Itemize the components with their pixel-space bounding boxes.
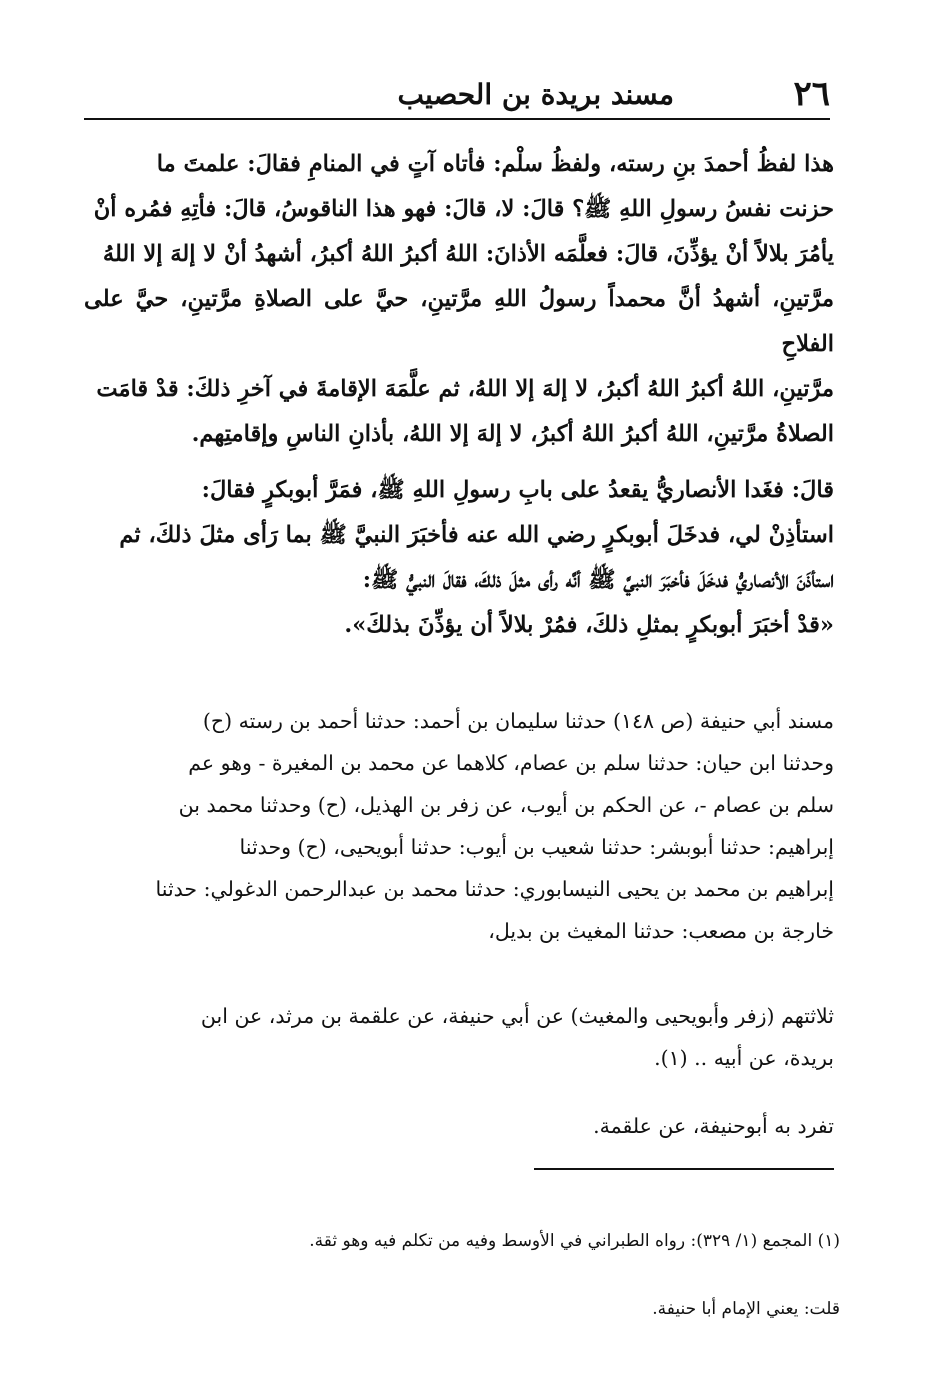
hadith-text-paragraph: هذا لفظُ أحمدَ بنِ رسته، ولفظُ سلْم: فأتاه آتٍ في المنامِ فقالَ: علمتَ ما حزنت نفسُ رسولِ اللهِ ﷺ؟ قالَ: لا، قالَ: فهو هذا الناقوسُ، قالَ: فأتِهِ فمُره أنْ يأمُرَ بلالاً أنْ يؤذِّنَ، قالَ: فعلَّمَه الأذانَ: اللهُ أكبرُ اللهُ أكبرُ، أشهدُ أنْ لا إلهَ إلا اللهُ مرَّتينِ، أشهدُ أنَّ محمداً رسولُ اللهِ مرَّتينِ، حيَّ على الصلاةِ مرَّتينِ، حيَّ على الفلاحِ مرَّتينِ، اللهُ أكبرُ اللهُ أكبرُ، لا إلهَ إلا اللهُ، ثم علَّمَهَ الإقامةَ في آخرِ ذلكَ: قدْ قامَت الصلاةُ مرَّتينِ، اللهُ أكبرُ اللهُ أكبرُ، لا إلهَ إلا اللهُ، بأذانِ الناسِ وإقامتِهم.	[84, 151, 834, 447]
remark-paragraph: تفرد به أبوحنيفة، عن علقمة.	[593, 1114, 834, 1138]
isnad-paragraph: مسند أبي حنيفة (ص ١٤٨) حدثنا سليمان بن أحمد: حدثنا أحمد بن رسته (ح) وحدثنا ابن حيان: حدثنا سلم بن عصام، كلاهما عن محمد بن المغيرة - وهو عم سلم بن عصام -، عن الحكم بن أيوب، عن زفر بن الهذيل، (ح) وحدثنا محمد بن إبراهيم: حدثنا أبوبشر: حدثنا شعيب بن أيوب: حدثنا أبويحيى، (ح) وحدثنا إبراهيم بن محمد بن يحيى النيسابوري: حدثنا محمد بن عبدالرحمن الدغولي: حدثنا خارجة بن مصعب: حدثنا المغيث بن بديل،	[155, 709, 834, 943]
page-number: ٢٦	[793, 74, 830, 114]
footnote-1: (١) المجمع (١/ ٣٢٩): رواه الطبراني في الأوسط وفيه من تكلم فيه وهو ثقة.	[309, 1231, 840, 1251]
running-header	[84, 72, 830, 122]
hadith-continuation-paragraph: قالَ: فغَدا الأنصاريُّ يقعدُ على بابِ رسولِ اللهِ ﷺ، فمَرَّ أبوبكرٍ فقالَ: استأذِنْ لي، فدخَلَ أبوبكرٍ رضي الله عنه فأخبَرَ النبيَّ ﷺ بما رَأى مثلَ ذلكَ، ثم استأذَنَ الأنصاريُّ فدخَلَ فأخبَرَ النبيَّ ﷺ أنَّه رأى مثلَ ذلكَ، فقالَ النبيُّ ﷺ: «قدْ أخبَرَ أبوبكرٍ بمثلِ ذلكَ، فمُرْ بلالاً أن يؤذِّنَ بذلكَ».	[119, 477, 834, 638]
header-rule	[84, 118, 830, 120]
footnotes	[150, 1190, 840, 1360]
chain-summary-paragraph: ثلاثتهم (زفر وأبويحيى والمغيث) عن أبي حنيفة، عن علقمة بن مرثد، عن ابن بريدة، عن أبيه .. (١).	[200, 1004, 834, 1070]
footnote-note: قلت: يعني الإمام أبا حنيفة.	[652, 1299, 840, 1319]
footnote-rule	[534, 1168, 834, 1170]
running-title: مسند بريدة بن الحصيب	[397, 78, 674, 111]
